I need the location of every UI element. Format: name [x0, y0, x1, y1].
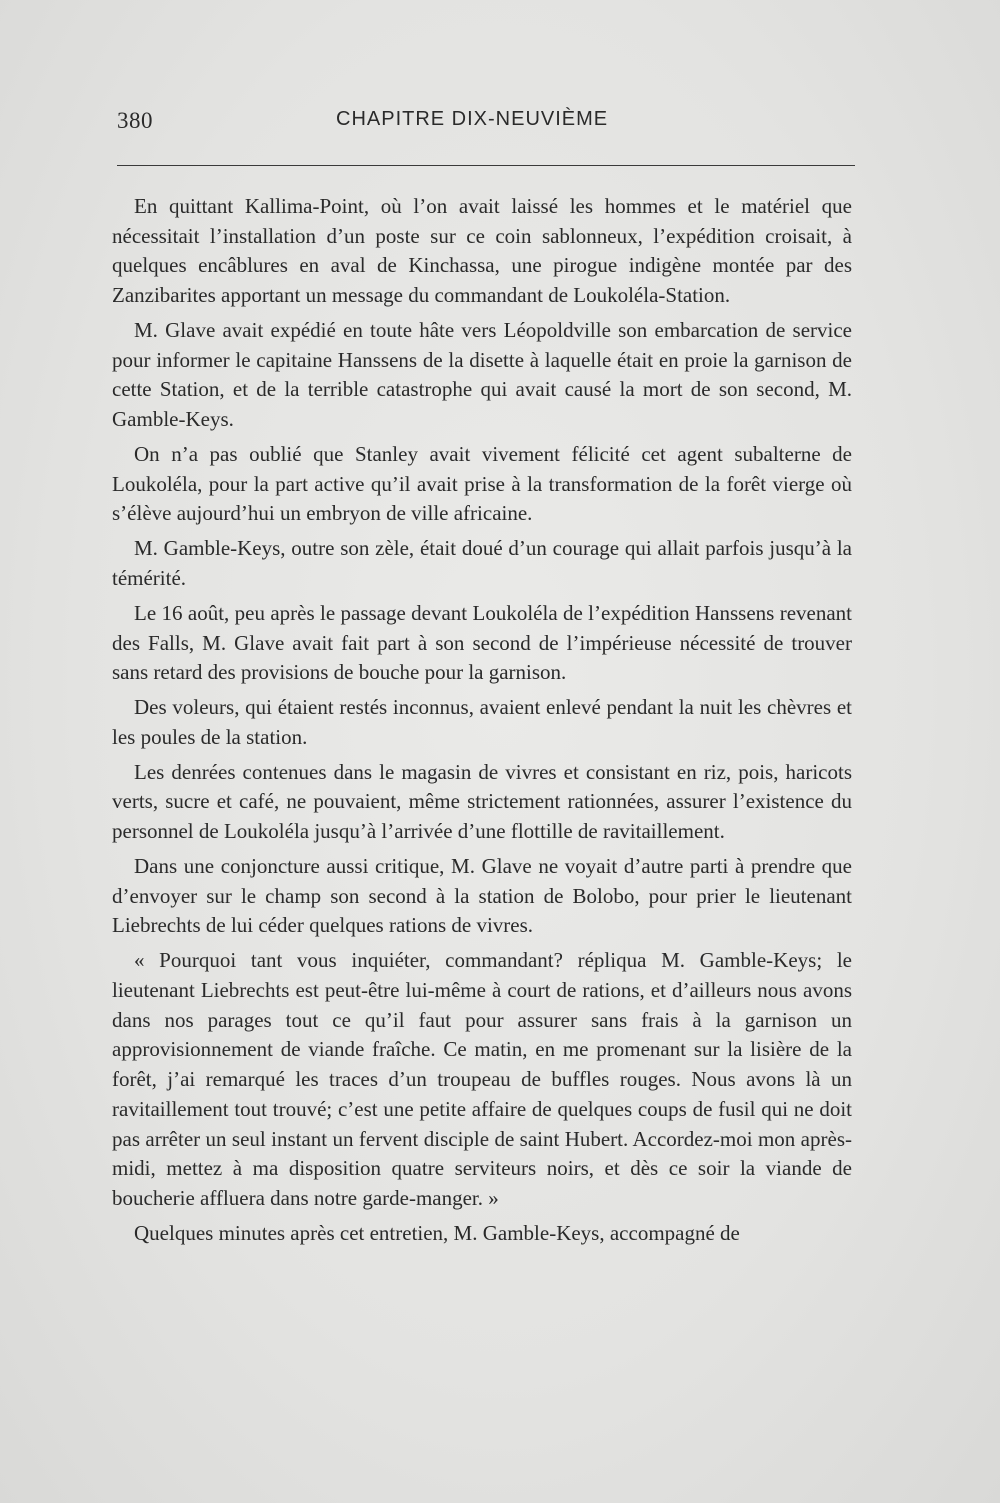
- paragraph: « Pourquoi tant vous inquiéter, commandant? répliqua M. Gamble-Keys; le lieutenant Liebrechts est peut-être lui-même à court de rations, et d’ailleurs nous avons dans nos parages tout ce qu’il faut pour assurer sans frais à la garnison un approvisionnement de viande fraîche. Ce matin, en me promenant sur la lisière de la forêt, j’ai remarqué les traces d’un troupeau de buffles rouges. Nous avons là un ravitaillement tout trouvé; c’est une petite affaire de quelques coups de fusil qui ne doit pas arrêter un seul instant un fervent disciple de saint Hubert. Accordez-moi mon après-midi, mettez à ma disposition quatre serviteurs noirs, et dès ce soir la viande de boucherie affluera dans notre garde-manger. »: [112, 948, 852, 1210]
- paragraph: Les denrées contenues dans le magasin de vivres et consistant en riz, pois, haricots verts, sucre et café, ne pouvaient, même strictement rationnées, assurer l’existence du personnel de Loukoléla jusqu’à l’arrivée d’une flottille de ravitaillement.: [112, 759, 852, 844]
- paragraph: M. Glave avait expédié en toute hâte vers Léopoldville son embarcation de service pour informer le capitaine Hanssens de la disette à laquelle était en proie la garnison de cette Station, et de la terrible catastrophe qui avait causé la mort de son second, M. Gamble-Keys.: [112, 318, 852, 432]
- header-rule: [117, 165, 855, 166]
- running-head: [117, 108, 857, 142]
- paragraph: M. Gamble-Keys, outre son zèle, était doué d’un courage qui allait parfois jusqu’à la témérité.: [112, 536, 852, 590]
- body-text: [112, 192, 852, 1254]
- page-number: 380: [117, 108, 153, 133]
- paragraph: Quelques minutes après cet entretien, M. Gamble-Keys, accompagné de: [134, 1220, 740, 1245]
- paragraph: Le 16 août, peu après le passage devant Loukoléla de l’expédition Hanssens revenant des Falls, M. Glave avait fait part à son second de l’impérieuse nécessité de trouver sans retard des provisions de bouche pour la garnison.: [112, 600, 852, 685]
- paragraph: On n’a pas oublié que Stanley avait vivement félicité cet agent subalterne de Loukoléla, pour la part active qu’il avait prise à la transformation de la forêt vierge où s’élève aujourd’hui un embryon de ville africaine.: [112, 442, 852, 526]
- paragraph: Des voleurs, qui étaient restés inconnus, avaient enlevé pendant la nuit les chèvres et les poules de la station.: [112, 695, 852, 749]
- chapter-title: CHAPITRE DIX-NEUVIÈME: [336, 108, 609, 130]
- paragraph: Dans une conjoncture aussi critique, M. Glave ne voyait d’autre parti à prendre que d’envoyer sur le champ son second à la station de Bolobo, pour prier le lieutenant Liebrechts de lui céder quelques rations de vivres.: [112, 854, 852, 938]
- paragraph: En quittant Kallima-Point, où l’on avait laissé les hommes et le matériel que nécessitait l’installation d’un poste sur ce coin sablonneux, l’expédition croisait, à quelques encâblures en aval de Kinchassa, une pirogue indigène montée par des Zanzibarites apportant un message du commandant de Loukoléla-Station.: [112, 194, 852, 308]
